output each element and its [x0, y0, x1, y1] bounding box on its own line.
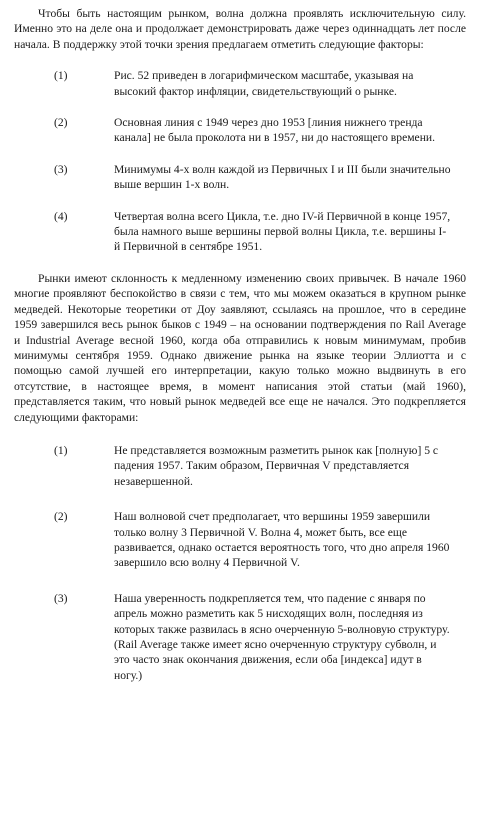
item-number: (4): [54, 209, 68, 223]
item-text: Минимумы 4-х волн каждой из Первичных I и III были значительно выше вершин 1-х волн.: [114, 162, 451, 192]
item-text: Не представляется возможным разметить рынок как [полную] 5 с падения 1957. Таким образом, Первичная V представляется незавершенной.: [114, 443, 439, 488]
list-item: [14, 68, 466, 99]
item-text: Четвертая волна всего Цикла, т.е. дно IV-й Первичной в конце 1957, была намного выше вершины первой волны Цикла, т.е. вершины I-й Первичной в сентябре 1951.: [114, 209, 451, 254]
list-item: [14, 509, 466, 571]
item-text: Рис. 52 приведен в логарифмическом масштабе, указывая на высокий фактор инфляции, свидетельствующий о рынке.: [114, 69, 414, 98]
list-item: [14, 209, 466, 255]
list-item: [14, 115, 466, 146]
market-paragraph: Рынки имеют склонность к медленному изменению своих привычек. В начале 1960 многие проявляют беспокойство в связи с тем, что мы можем оказаться в крупном рынке медведей. Некоторые теоретики от Доу заявляют, ссылаясь на прошлое, что в середине 1959 завершился весь рынок быков с 1949 – на основании подтверждения по Rail Average и Industrial Average весной 1960, когда оба отправились к новым минимумам, пробив минимумы сентября 1959. Однако движение рынка на языке теории Эллиотта и с помощью самой лучшей его интерпретации, какую только можно выдвинуть в его отсутствие, в настоящее время, в момент написания этой статьи (май 1960), представляется таким, что новый рынок медведей все еще не начался. Это подкрепляется следующими факторами:: [14, 271, 466, 424]
list-item: [14, 443, 466, 489]
item-number: (1): [54, 69, 68, 83]
factors-list-2: [14, 443, 466, 683]
item-text: Наша уверенность подкрепляется тем, что падение с января по апрель можно разметить как 5 нисходящих волн, последняя из которых также развилась в ясно очерченную 5-волновую структуру. (Rail Average также имеет ясно очерченную структуру субволн, и это часто знак окончания движения, если оба [индекса] идут в ногу.): [114, 591, 450, 682]
list-item: [14, 591, 466, 683]
factors-list-1: [14, 68, 466, 255]
item-number: (2): [54, 116, 68, 130]
item-number: (2): [54, 510, 68, 524]
item-text: Наш волновой счет предполагает, что вершины 1959 завершили только волну 3 Первичной V. Волна 4, может быть, все еще развивается, однако остается вероятность того, что дно апреля 1960 завершило всю волну 4 Первичной V.: [114, 510, 450, 570]
item-text: Основная линия с 1949 через дно 1953 [линия нижнего тренда канала] не была проколота ни в 1957, ни до настоящего времени.: [114, 116, 436, 145]
item-number: (1): [54, 443, 68, 457]
list-item: [14, 162, 466, 193]
intro-paragraph: Чтобы быть настоящим рынком, волна должна проявлять исключительную силу. Именно это на деле она и продолжает демонстрировать даже через одиннадцать лет после начала. В поддержку этой точки зрения предлагаем отметить следующие факторы:: [14, 7, 466, 51]
item-number: (3): [54, 162, 68, 176]
item-number: (3): [54, 591, 68, 605]
